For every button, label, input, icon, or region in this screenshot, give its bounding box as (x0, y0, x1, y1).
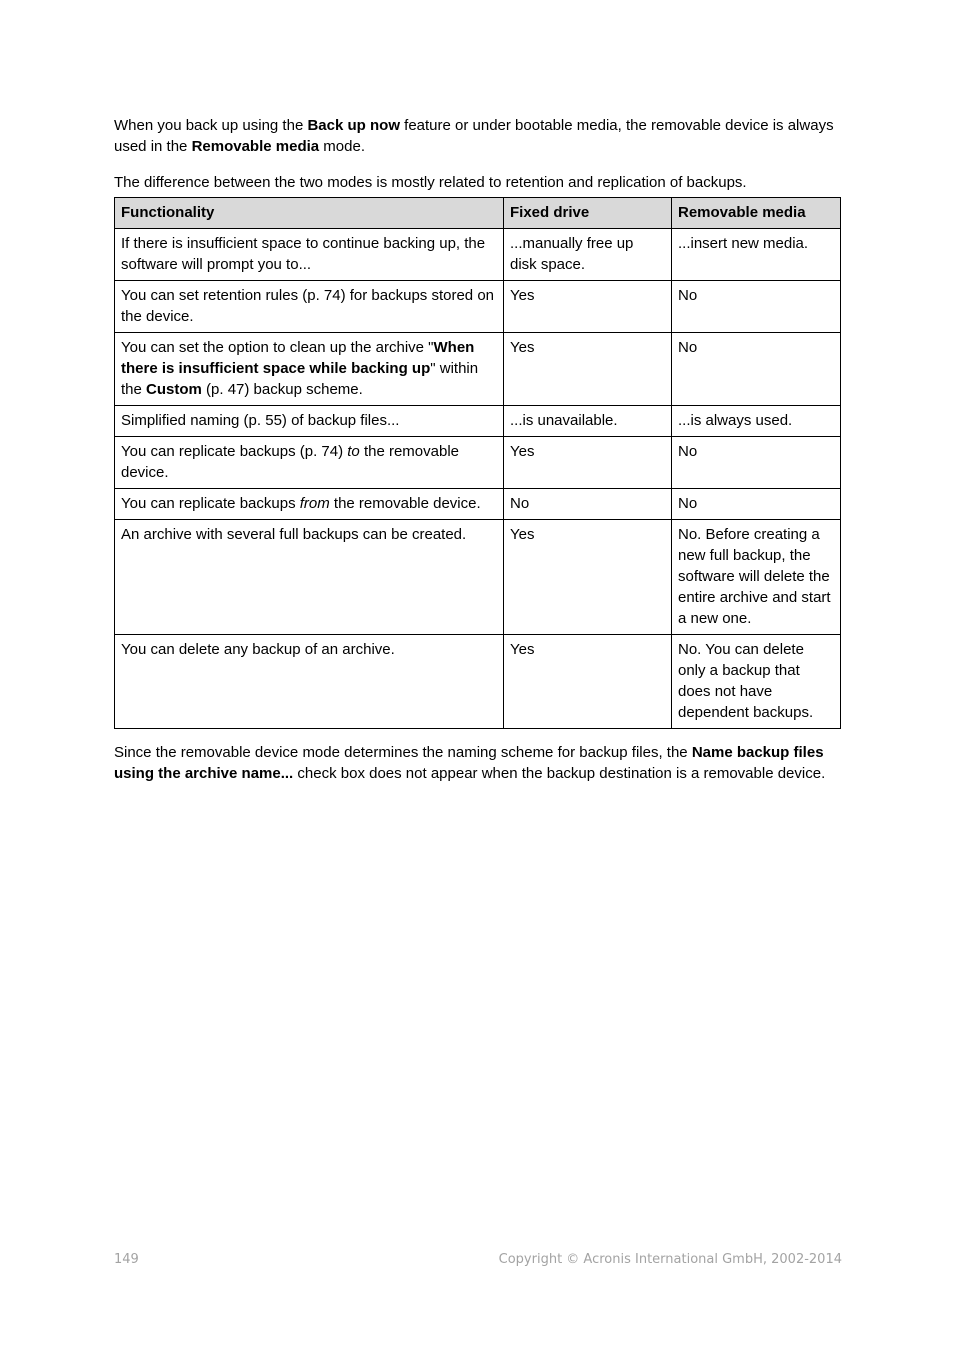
removable-media-cell: No (672, 281, 841, 333)
removable-media-cell: No (672, 437, 841, 489)
functionality-cell (115, 635, 504, 729)
difference-paragraph: The difference between the two modes is mostly related to retention and replication of backups. (114, 174, 747, 191)
removable-media-cell: No (672, 489, 841, 520)
table-row (115, 635, 841, 729)
table-row (115, 437, 841, 489)
functionality-cell (115, 437, 504, 489)
removable-media-cell: No. You can delete only a backup that does not have dependent backups. (672, 635, 841, 729)
text-segment: feature or under bootable media, the removable device is always used in the (114, 117, 834, 155)
fixed-drive-cell: Yes (504, 635, 672, 729)
header-fixed-drive: Fixed drive (504, 198, 672, 229)
copyright-text: Copyright © Acronis International GmbH, 2002-2014 (498, 1252, 842, 1267)
text-segment: Simplified naming (p. 55) of backup files... (121, 412, 400, 429)
text-segment: the removable device. (329, 495, 481, 512)
fixed-drive-cell: Yes (504, 437, 672, 489)
table-row (115, 281, 841, 333)
functionality-cell (115, 406, 504, 437)
header-removable-media: Removable media (672, 198, 841, 229)
removable-media-cell: No (672, 333, 841, 406)
text-segment: When you back up using the (114, 117, 308, 134)
comparison-table (114, 197, 841, 729)
header-functionality: Functionality (115, 198, 504, 229)
text-segment: If there is insufficient space to continue backing up, the software will prompt you to... (121, 235, 486, 273)
text-segment-bold: Removable media (191, 138, 320, 155)
functionality-cell (115, 520, 504, 635)
text-segment: You can set the option to clean up the archive " (121, 339, 434, 356)
text-segment: You can set retention rules (p. 74) for backups stored on the device. (121, 287, 495, 325)
fixed-drive-cell: ...manually free up disk space. (504, 229, 672, 281)
intro-paragraph (114, 115, 840, 157)
fixed-drive-cell: ...is unavailable. (504, 406, 672, 437)
text-segment: Since the removable device mode determines the naming scheme for backup files, the (114, 744, 692, 761)
fixed-drive-cell: Yes (504, 520, 672, 635)
text-segment-bold: When there is insufficient space while backing up (121, 339, 475, 377)
functionality-cell (115, 333, 504, 406)
table-row (115, 406, 841, 437)
closing-paragraph (114, 742, 840, 784)
functionality-cell (115, 229, 504, 281)
table-row (115, 333, 841, 406)
text-segment-italic: to (347, 443, 360, 460)
removable-media-cell: No. Before creating a new full backup, the software will delete the entire archive and start a new one. (672, 520, 841, 635)
functionality-cell (115, 489, 504, 520)
text-segment: An archive with several full backups can be created. (121, 526, 467, 543)
removable-media-cell: ...insert new media. (672, 229, 841, 281)
text-segment-italic: from (299, 495, 330, 512)
table-row (115, 229, 841, 281)
text-segment: You can replicate backups (p. 74) (121, 443, 348, 460)
page-content (114, 115, 840, 799)
page-footer (114, 1252, 842, 1267)
page-number: 149 (114, 1252, 139, 1267)
text-segment: You can replicate backups (121, 495, 300, 512)
table-row (115, 489, 841, 520)
text-segment: " within the (121, 360, 479, 398)
text-segment: mode. (319, 138, 365, 155)
text-segment: the removable device. (121, 443, 460, 481)
fixed-drive-cell: Yes (504, 333, 672, 406)
text-segment: You can delete any backup of an archive. (121, 641, 395, 658)
fixed-drive-cell: No (504, 489, 672, 520)
text-segment: (p. 47) backup scheme. (201, 381, 363, 398)
removable-media-cell: ...is always used. (672, 406, 841, 437)
text-segment-bold: Custom (146, 381, 202, 398)
text-segment: check box does not appear when the backup destination is a removable device. (293, 765, 826, 782)
text-segment-bold: Name backup files using the archive name... (114, 744, 824, 782)
fixed-drive-cell: Yes (504, 281, 672, 333)
table-header-row (115, 198, 841, 229)
text-segment-bold: Back up now (307, 117, 400, 134)
table-row (115, 520, 841, 635)
functionality-cell (115, 281, 504, 333)
